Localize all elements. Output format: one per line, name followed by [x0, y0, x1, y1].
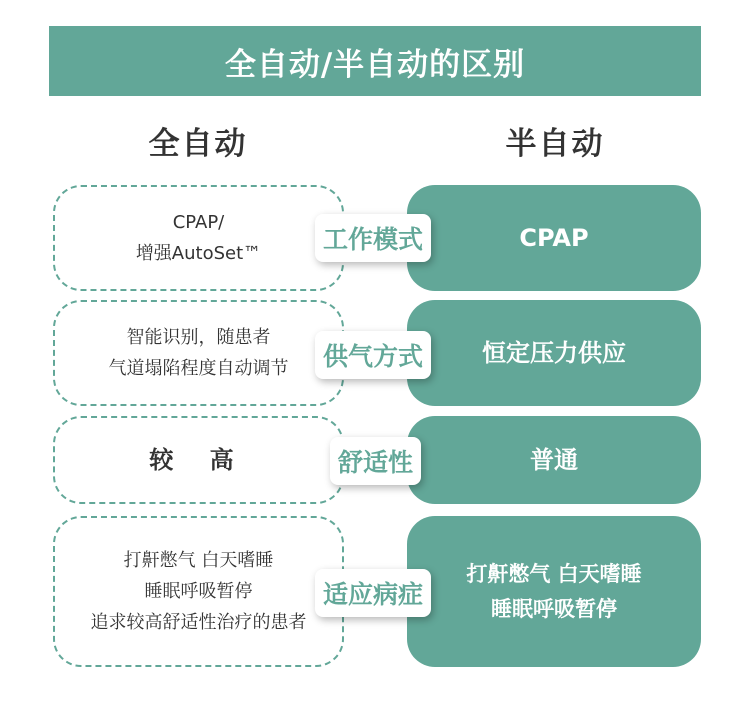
semi-cell-air-supply: [407, 300, 701, 406]
auto-cell-text: 增强AutoSet™: [135, 243, 262, 264]
column-header-auto: 全自动: [148, 126, 248, 162]
auto-cell-text: CPAP/: [172, 212, 225, 233]
auto-cell-text: 打鼾憋气 白天嗜睡: [123, 550, 274, 571]
row-label-comfort: 舒适性: [330, 437, 421, 485]
semi-cell-text: CPAP: [519, 223, 589, 252]
auto-cell-text: 较 高: [149, 445, 248, 474]
auto-cell-text: 追求较高舒适性治疗的患者: [90, 612, 307, 633]
auto-cell-comfort: [53, 416, 344, 504]
row-label-indications: 适应病症: [315, 569, 431, 617]
page-title: 全自动/半自动的区别: [224, 46, 526, 83]
auto-cell-indications: [53, 516, 344, 667]
semi-cell-text: 打鼾憋气 白天嗜睡: [466, 561, 642, 586]
semi-cell-indications: [407, 516, 701, 667]
auto-cell-text: 智能识别，随患者: [126, 327, 271, 348]
auto-cell-air-supply: [53, 300, 344, 406]
row-label-work-mode: 工作模式: [315, 214, 431, 262]
semi-cell-text: 普通: [530, 445, 578, 474]
semi-cell-comfort: [407, 416, 701, 504]
auto-cell-text: 气道塌陷程度自动调节: [108, 358, 289, 379]
auto-cell-text: 睡眠呼吸暂停: [144, 581, 253, 602]
column-header-semi: 半自动: [505, 126, 605, 162]
semi-cell-text: 恒定压力供应: [482, 338, 626, 367]
auto-cell-work-mode: [53, 185, 344, 291]
row-label-air-supply: 供气方式: [315, 331, 431, 379]
title-banner: [49, 26, 701, 96]
semi-cell-work-mode: [407, 185, 701, 291]
semi-cell-text: 睡眠呼吸暂停: [491, 596, 617, 621]
